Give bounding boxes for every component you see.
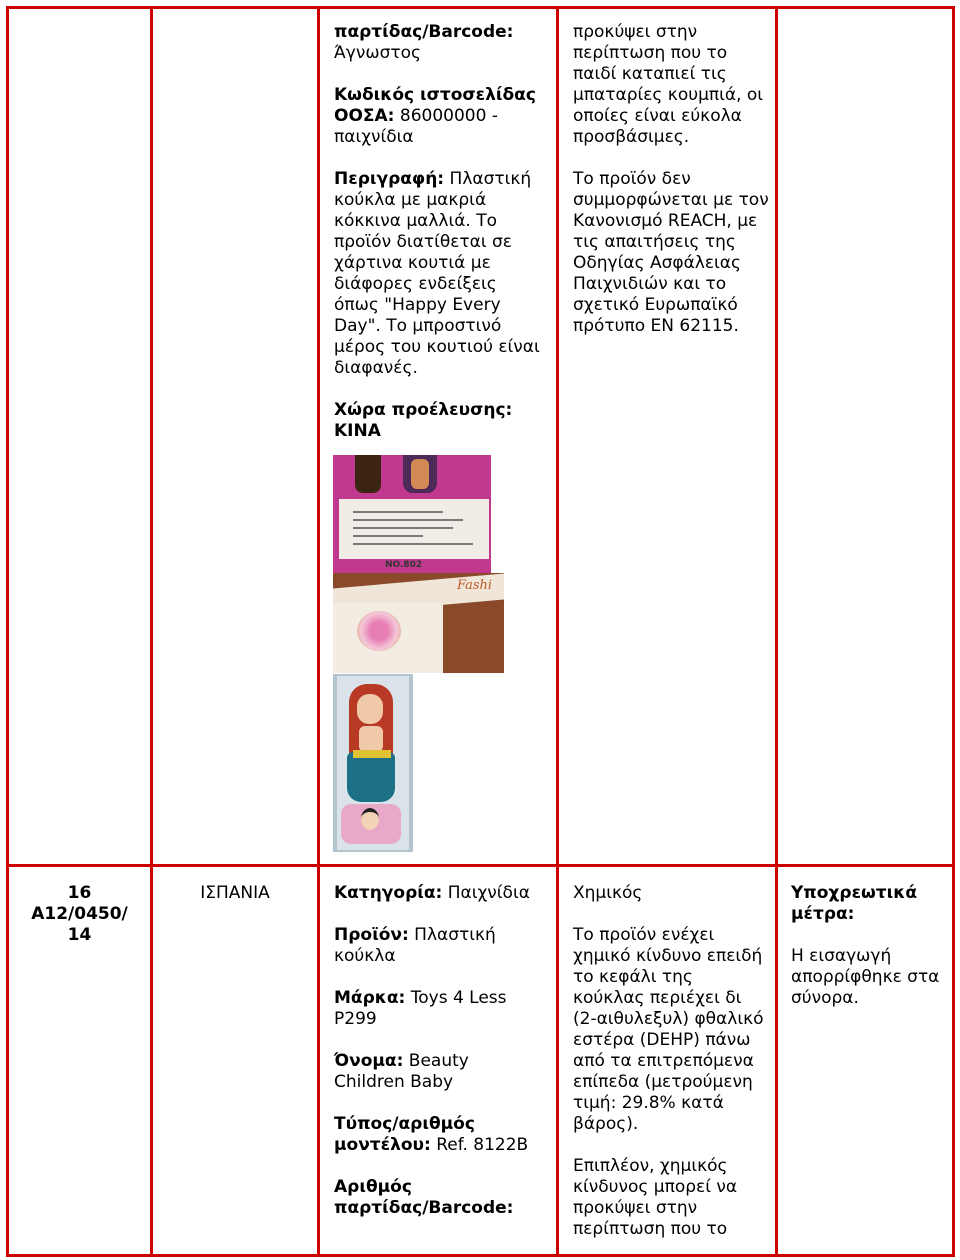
photo-label-text: NO.802 — [385, 560, 423, 570]
measures-cell — [791, 883, 941, 1009]
col-border-1 — [6, 6, 9, 1257]
table-top-border — [6, 6, 955, 9]
product-photo-box-top — [333, 573, 504, 673]
origin-block — [334, 400, 544, 442]
brand-value: Toys 4 Less P299 — [334, 988, 507, 1029]
measures-label: Υποχρεωτικά μέτρα: — [791, 883, 918, 924]
description-value: Πλαστική κούκλα με μακριά κόκκινα μαλλιά. Το προϊόν διατίθεται σε χάρτινα κουτιά με διάφορες ενδείξεις όπως "Happy Every Day". Το μπροστινό μέρος του κουτιού είναι διαφανές. — [334, 169, 540, 378]
product-photo-doll — [333, 674, 413, 852]
name-label: Όνομα: — [334, 1051, 404, 1071]
osoa-label: Κωδικός ιστοσελίδας ΟΟΣΑ: — [334, 85, 536, 126]
origin-label: Χώρα προέλευσης: — [334, 400, 513, 420]
description-block — [334, 169, 544, 379]
row-number: 16 — [67, 883, 92, 903]
row-number-cell — [9, 883, 150, 946]
upper-risk-p2: Το προϊόν δεν συμμορφώνεται με τον Κανονισμό REACH, με τις απαιτήσεις της Οδηγίας Ασφάλειας Παιχνιδιών και το σχετικό Ευρωπαϊκό πρότυπο EN 62115. — [573, 169, 769, 336]
col-border-6 — [952, 6, 955, 1257]
lower-product-cell — [334, 883, 544, 1219]
brand-label: Μάρκα: — [334, 988, 406, 1008]
batch-block — [334, 1177, 544, 1219]
col-border-2 — [150, 6, 153, 1257]
osoa-block — [334, 85, 544, 148]
model-label: Τύπος/αριθμός μοντέλου: — [334, 1114, 475, 1155]
table-bottom-border — [6, 1254, 955, 1257]
model-block — [334, 1114, 544, 1156]
lower-risk-p1: Το προϊόν ενέχει χημικό κίνδυνο επειδή το κεφάλι της κούκλας περιέχει δι (2-αιθυλεξυλ) φθαλικό εστέρα (DEHP) πάνω από τα επιτρεπόμενα επίπεδα (μετρούμενη τιμή: 29.8% κατά βάρος). — [573, 925, 764, 1134]
upper-product-cell — [334, 22, 544, 442]
name-block — [334, 1051, 544, 1093]
product-label: Προϊόν: — [334, 925, 409, 945]
col-border-4 — [556, 6, 559, 1257]
col-border-3 — [317, 6, 320, 1257]
origin-value: ΚΙΝΑ — [334, 421, 381, 441]
product-value: Πλαστική κούκλα — [334, 925, 496, 966]
description-label: Περιγραφή: — [334, 169, 445, 189]
category-block — [334, 883, 544, 904]
upper-risk-p1: προκύψει στην περίπτωση που το παιδί καταπιεί τις μπαταρίες κουμπιά, οι οποίες είναι εύκολα προσβάσιμες. — [573, 22, 764, 147]
photo-box-text: Fashi — [457, 578, 493, 593]
measures-value: Η εισαγωγή απορρίφθηκε στα σύνορα. — [791, 946, 940, 1008]
barcode-label: παρτίδας/Barcode: — [334, 22, 514, 42]
category-value: Παιχνίδια — [447, 883, 530, 903]
barcode-block — [334, 22, 544, 64]
col-border-5 — [775, 6, 778, 1257]
lower-risk-p2: Επιπλέον, χημικός κίνδυνος μπορεί να προκύψει στην περίπτωση που το — [573, 1156, 738, 1239]
risk-type: Χημικός — [573, 883, 643, 903]
row-divider — [6, 864, 955, 867]
name-value: Beauty Children Baby — [334, 1051, 469, 1092]
upper-risk-cell — [573, 22, 769, 337]
category-label: Κατηγορία: — [334, 883, 443, 903]
batch-label: Αριθμός παρτίδας/Barcode: — [334, 1177, 514, 1218]
model-value: Ref. 8122B — [436, 1135, 529, 1155]
brand-block — [334, 988, 544, 1030]
row-reference: A12/0450/ 14 — [31, 904, 128, 945]
product-photo-box-label — [333, 455, 491, 573]
barcode-value: Άγνωστος — [334, 43, 421, 63]
country-value: ΙΣΠΑΝΙΑ — [200, 883, 270, 903]
osoa-value: 86000000 - παιχνίδια — [334, 106, 498, 147]
country-cell — [153, 883, 317, 904]
product-block — [334, 925, 544, 967]
lower-risk-cell — [573, 883, 769, 1240]
